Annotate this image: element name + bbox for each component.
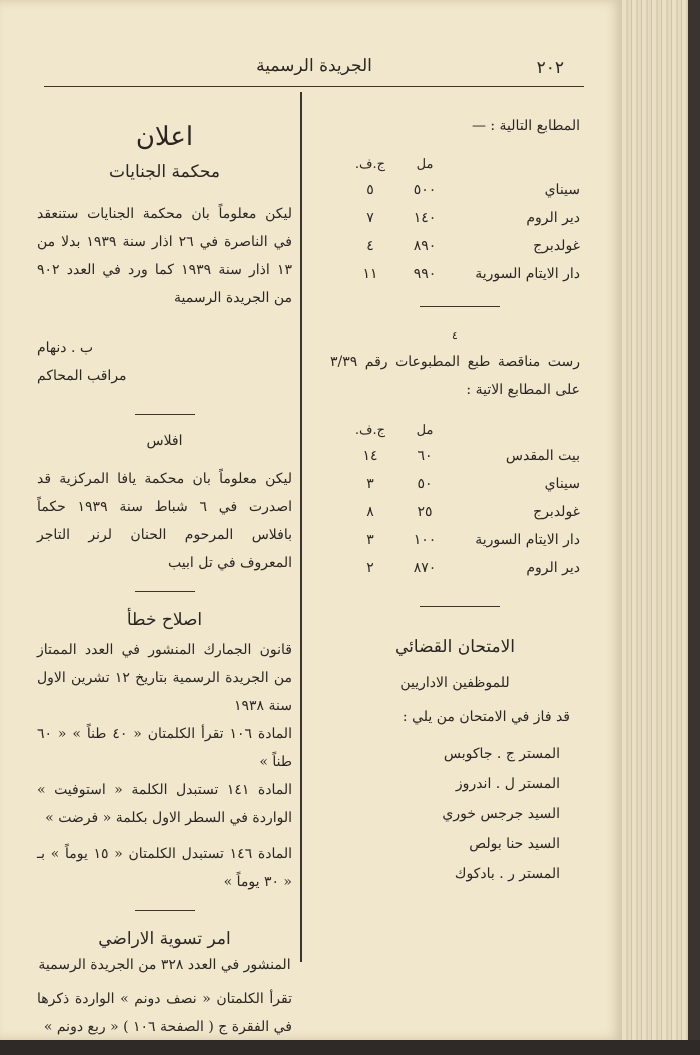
table-row: بيت المقدس ٦٠ ١٤ bbox=[362, 448, 580, 464]
binding-shadow bbox=[688, 0, 700, 1055]
presses-table-1 bbox=[340, 152, 580, 288]
section-separator bbox=[135, 910, 195, 911]
page-number: ٢٠٢ bbox=[536, 58, 564, 78]
errata-paragraph: قانون الجمارك المنشور في العدد الممتاز من الجريدة الرسمية بتاريخ ١٢ تشرين الاول سنة ١٩٣٨ bbox=[37, 642, 292, 714]
signature-role: مراقب المحاكم bbox=[37, 368, 127, 384]
signature-block bbox=[37, 334, 292, 390]
presses-table-2 bbox=[340, 418, 580, 582]
left-column bbox=[37, 100, 292, 1041]
errata-paragraph: المادة ١٤٦ تستبدل الكلمتان « ١٥ يوماً » بـ « ٣٠ يوماً » bbox=[37, 846, 292, 890]
notice-title: اعلان bbox=[135, 122, 194, 152]
table-row: غولدبرج ٨٩٠ ٤ bbox=[366, 238, 580, 254]
list-item: المستر ج . جاكوبس bbox=[443, 746, 560, 762]
errata-paragraph: المادة ١٤١ تستبدل الكلمة « استوفيت » الواردة في السطر الاول بكلمة « فرضت » bbox=[37, 782, 292, 826]
winners-list bbox=[330, 739, 580, 889]
col-header-a: مل bbox=[416, 422, 434, 438]
court-text: ليكن معلوماً بان محكمة الجنايات ستنعقد في الناصرة في ٢٦ اذار سنة ١٩٣٩ بدلا من ١٣ اذار سنة ١٩٣٩ كما ورد في العدد ٩٠٢ من الجريدة الرسمية bbox=[37, 206, 292, 306]
list-item: المستر ل . اندروز bbox=[455, 776, 560, 792]
section-separator bbox=[135, 591, 195, 592]
column-divider bbox=[300, 92, 302, 962]
table-row: سيناي ٥٠٠ ٥ bbox=[366, 182, 580, 198]
table-row: دار الايتام السورية ١٠٠ ٣ bbox=[366, 532, 580, 548]
bottom-shadow bbox=[0, 1040, 700, 1055]
table-row: دار الايتام السورية ٩٩٠ ١١ bbox=[362, 266, 580, 282]
exam-title: الامتحان القضائي bbox=[394, 637, 516, 657]
table-header bbox=[340, 418, 580, 442]
col-header-b: ج.ف. bbox=[354, 422, 386, 438]
land-title: امر تسوية الاراضي bbox=[98, 929, 231, 949]
page-header bbox=[44, 56, 584, 87]
signature-name: ب . دنهام bbox=[37, 340, 94, 356]
right-column bbox=[330, 100, 580, 889]
section-mark: ٤ bbox=[452, 329, 458, 342]
court-title: محكمة الجنايات bbox=[109, 162, 220, 182]
section-separator bbox=[420, 306, 500, 307]
page-edges bbox=[622, 0, 688, 1040]
table-header bbox=[340, 152, 580, 176]
land-subtitle: المنشور في العدد ٣٢٨ من الجريدة الرسمية bbox=[38, 957, 291, 973]
col-header-a: مل bbox=[416, 156, 434, 172]
bankruptcy-text: ليكن معلوماً بان محكمة يافا المركزية قد اصدرت في ٦ شباط سنة ١٩٣٩ حكماً بافلاس المرحوم الحنان لرنر التاجر المعروف في تل ابيب bbox=[37, 471, 292, 571]
list-item: السيد حنا بولص bbox=[469, 836, 560, 852]
section-separator bbox=[420, 606, 500, 607]
table-row: غولدبرج ٢٥ ٨ bbox=[366, 504, 580, 520]
tender-paragraph: رست مناقصة طبع المطبوعات رقم ٣/٣٩ على المطابع الاتية : bbox=[330, 354, 580, 398]
list-item: السيد جرجس خوري bbox=[442, 806, 560, 822]
exam-subtitle: للموظفين الاداريين bbox=[400, 675, 510, 691]
table-row: دير الروم ١٤٠ ٧ bbox=[366, 210, 580, 226]
page-title: الجريدة الرسمية bbox=[256, 56, 372, 76]
land-text: تقرأ الكلمتان « نصف دونم » الواردة ذكرها في الفقرة ج ( الصفحة ١٠٦ ) « ربع دونم » bbox=[37, 991, 292, 1035]
exam-intro: قد فاز في الامتحان من يلي : bbox=[402, 709, 570, 725]
col-header-b: ج.ف. bbox=[354, 156, 386, 172]
errata-title: اصلاح خطأ bbox=[126, 610, 203, 630]
list-item: المستر ر . بادكوك bbox=[454, 866, 560, 882]
table-row: دير الروم ٨٧٠ ٢ bbox=[366, 560, 580, 576]
presses-intro: المطابع التالية : — bbox=[471, 118, 580, 134]
bankruptcy-title: افلاس bbox=[146, 433, 183, 449]
errata-paragraph: المادة ١٠٦ تقرأ الكلمتان « ٤٠ طناً » « ٦٠ طناً » bbox=[37, 726, 292, 770]
section-separator bbox=[135, 414, 195, 415]
table-row: سيناي ٥٠ ٣ bbox=[366, 476, 580, 492]
